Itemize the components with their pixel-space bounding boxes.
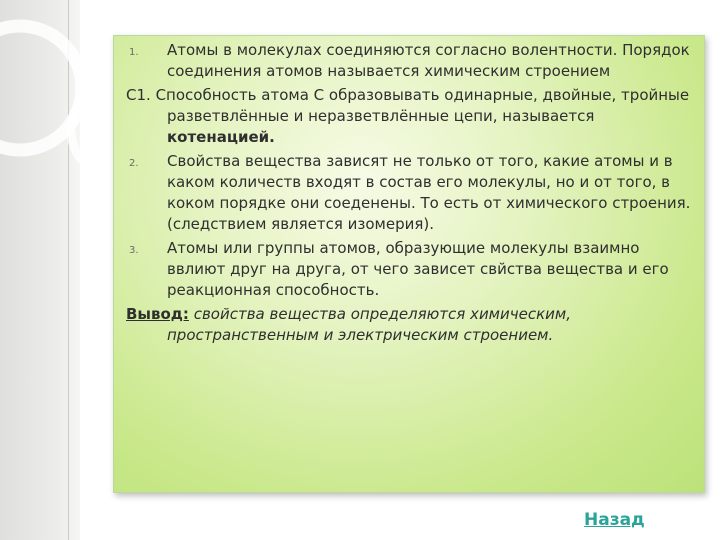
list-item-text: Атомы или группы атомов, образующие молекулы взаимно ввлиют друг на друга, от чего зависет свйства вещества и его реакционная способность. [167, 239, 669, 299]
list-item-text: Атомы в молекулах соединяются согласно волентности. Порядок соединения атомов называется химическим строением [167, 41, 690, 80]
list-number: 1. [129, 47, 139, 58]
list-number: 2. [129, 158, 139, 169]
list-item-text: Свойства вещества зависят не только от того, какие атомы и в каком количеств входят в состав его молекулы, но и от того, в коком порядке они соеденены. То есть от химического строения. (следствием является изомерия). [167, 152, 691, 233]
conclusion-text: свойства вещества определяются химическим, пространственным и электрическим строением. [167, 305, 571, 344]
list-item-3 [126, 238, 698, 301]
conclusion-paragraph [126, 304, 698, 346]
conclusion-label: Вывод: [126, 305, 189, 323]
list-item-1 [126, 40, 698, 82]
back-link[interactable]: Назад [584, 510, 645, 530]
slide-content [126, 40, 698, 346]
list-item-2 [126, 151, 698, 235]
list-number: 3. [129, 245, 139, 256]
c1-text: Способность атома С образовывать одинарные, двойные, тройные разветвлённые и неразветвлённые цепи, называется [155, 86, 690, 125]
c1-label: С1. [126, 86, 151, 104]
c1-term: котенацией. [167, 128, 275, 146]
c1-paragraph [126, 85, 698, 148]
